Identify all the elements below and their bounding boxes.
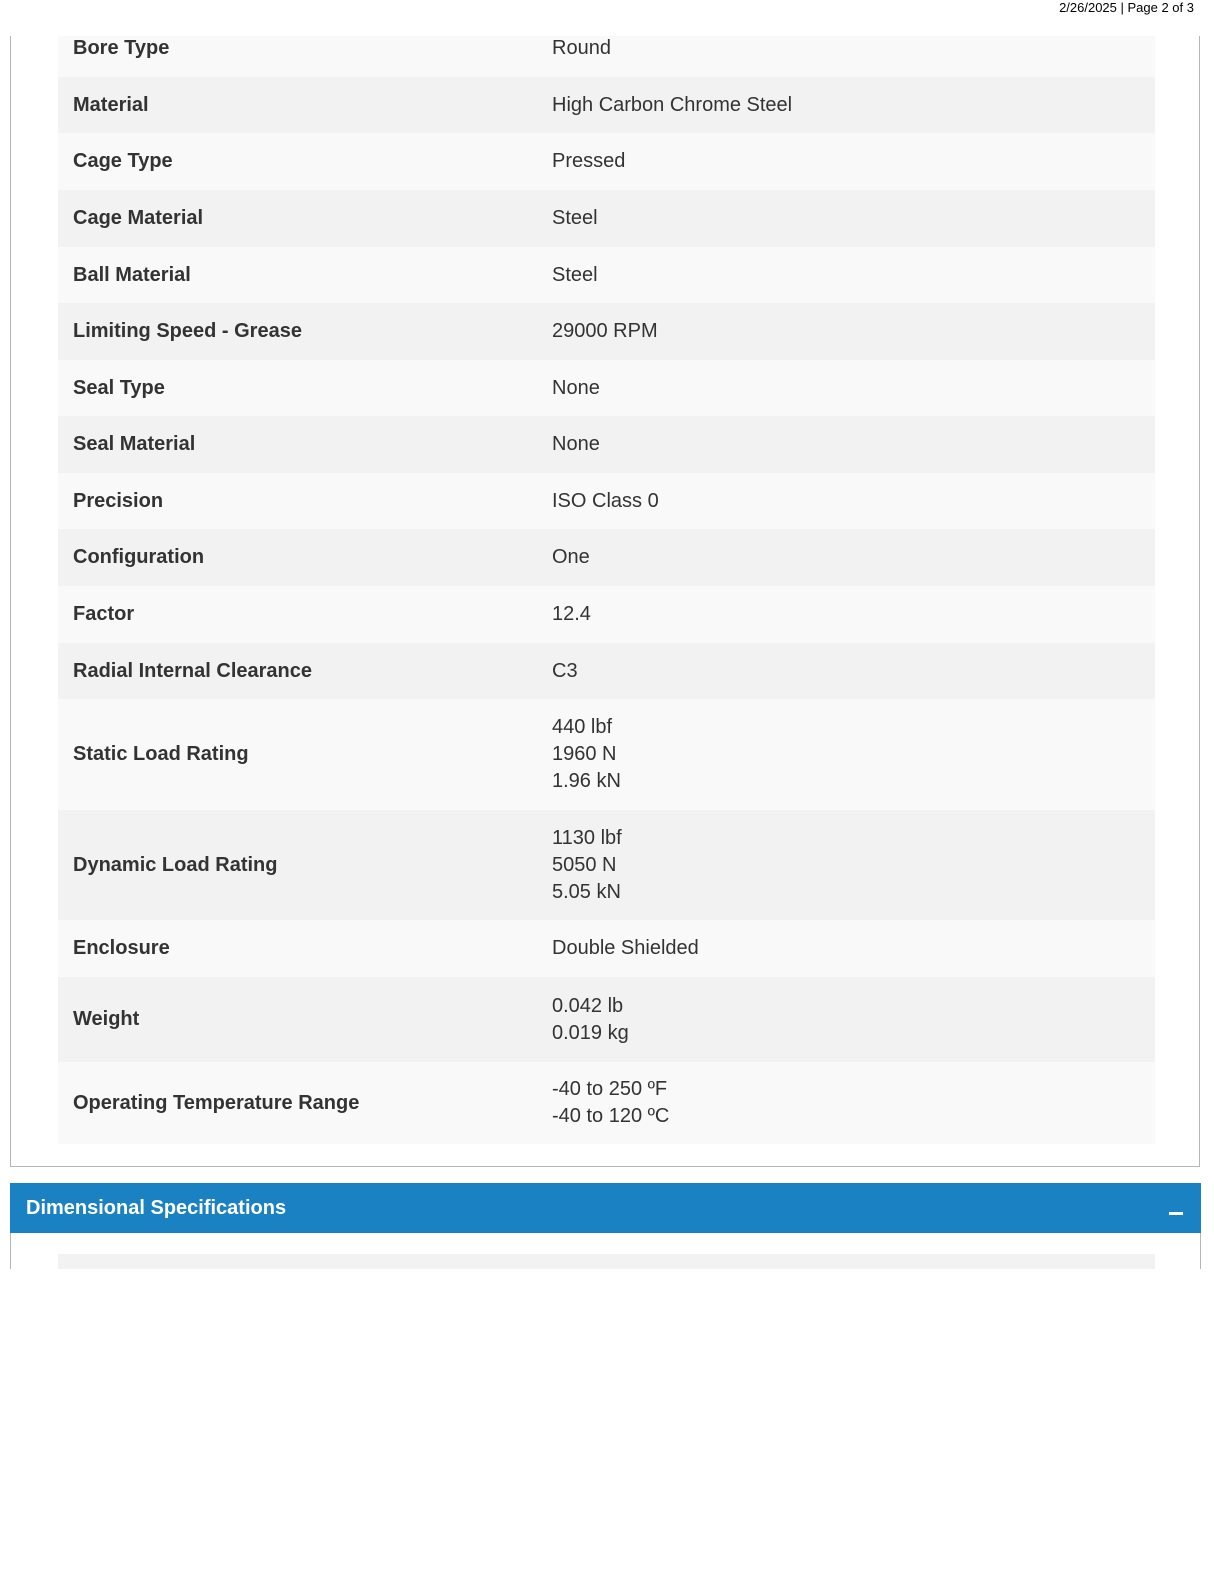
spec-value <box>552 658 1155 685</box>
spec-value <box>552 825 1155 906</box>
spec-row <box>58 699 1155 810</box>
spec-label: Material <box>73 93 149 116</box>
spec-label: Bore Type <box>73 37 170 59</box>
page-info: 2/26/2025 | Page 2 of 3 <box>1059 0 1194 15</box>
spec-label: Static Load Rating <box>73 743 249 765</box>
spec-value-line: None <box>552 376 600 399</box>
spec-row <box>58 473 1155 529</box>
spec-label: Cage Material <box>73 207 204 229</box>
spec-row <box>58 303 1155 360</box>
spec-row <box>58 977 1155 1062</box>
spec-value-line: Steel <box>552 207 598 229</box>
spec-label: Seal Type <box>73 376 165 399</box>
spec-value-line: 5050 N <box>552 853 617 876</box>
spec-row <box>58 360 1155 416</box>
spec-value-line: C3 <box>552 659 578 682</box>
spec-value <box>552 1076 1155 1130</box>
spec-row <box>58 1254 1155 1269</box>
spec-row <box>58 190 1155 247</box>
spec-label: Radial Internal Clearance <box>73 659 312 682</box>
spec-table <box>58 36 1155 1144</box>
spec-label: Enclosure <box>73 937 170 959</box>
spec-label: Limiting Speed - Grease <box>73 320 302 342</box>
spec-value <box>552 205 1155 232</box>
spec-row <box>58 247 1155 303</box>
spec-row <box>58 133 1155 190</box>
spec-value <box>552 431 1155 458</box>
spec-value-line: Pressed <box>552 150 626 172</box>
spec-value-line: Double Shielded <box>552 937 699 959</box>
spec-value <box>552 92 1155 119</box>
spec-value-line: 440 lbf <box>552 716 613 738</box>
spec-row <box>58 586 1155 643</box>
spec-label: Precision <box>73 489 164 512</box>
spec-value-line: 12.4 <box>552 603 591 625</box>
spec-value-line: 0.042 lb <box>552 994 624 1017</box>
spec-value <box>552 375 1155 402</box>
spec-value <box>552 488 1155 515</box>
spec-value-line: ISO Class 0 <box>552 489 659 512</box>
spec-label: Cage Type <box>73 150 173 172</box>
spec-row <box>58 920 1155 977</box>
section-title: Dimensional Specifications <box>26 1196 287 1219</box>
spec-value <box>552 601 1155 628</box>
spec-value-line: 1130 lbf <box>552 826 622 849</box>
spec-row <box>58 810 1155 920</box>
spec-row <box>58 36 1155 77</box>
spec-value <box>552 35 1155 62</box>
spec-value <box>552 544 1155 571</box>
spec-value-line: 1.96 kN <box>552 770 621 792</box>
spec-value-line: -40 to 120 ºC <box>552 1105 670 1127</box>
spec-value-line: One <box>552 546 590 568</box>
spec-value-line: 0.019 kg <box>552 1021 629 1044</box>
spec-label: Configuration <box>73 546 205 568</box>
spec-row <box>58 77 1155 133</box>
spec-value-line: Steel <box>552 263 598 286</box>
spec-label: Weight <box>73 1008 140 1030</box>
spec-value <box>552 318 1155 345</box>
spec-value-line: 5.05 kN <box>552 880 621 903</box>
spec-value <box>552 935 1155 962</box>
spec-value-line: 29000 RPM <box>552 320 658 342</box>
spec-row <box>58 416 1155 473</box>
spec-row <box>58 1062 1155 1144</box>
spec-label: Ball Material <box>73 263 191 286</box>
minus-icon[interactable] <box>1169 1212 1183 1215</box>
spec-value <box>552 148 1155 175</box>
spec-value-line: 1960 N <box>552 743 617 765</box>
spec-label: Dynamic Load Rating <box>73 853 278 876</box>
dimensional-specifications-header[interactable] <box>10 1183 1201 1233</box>
spec-label: Seal Material <box>73 433 196 455</box>
spec-label: Factor <box>73 603 135 625</box>
spec-row <box>58 643 1155 699</box>
dimensional-specifications-body <box>10 1233 1201 1269</box>
spec-value <box>552 993 1155 1047</box>
spec-value-line: None <box>552 433 600 455</box>
spec-value <box>552 262 1155 289</box>
spec-row <box>58 529 1155 586</box>
spec-value-line: -40 to 250 ºF <box>552 1078 668 1100</box>
spec-label: Operating Temperature Range <box>73 1091 360 1114</box>
spec-value-line: High Carbon Chrome Steel <box>552 93 793 116</box>
spec-value <box>552 714 1155 795</box>
spec-value-line: Round <box>552 37 611 59</box>
specifications-panel <box>10 36 1200 1167</box>
